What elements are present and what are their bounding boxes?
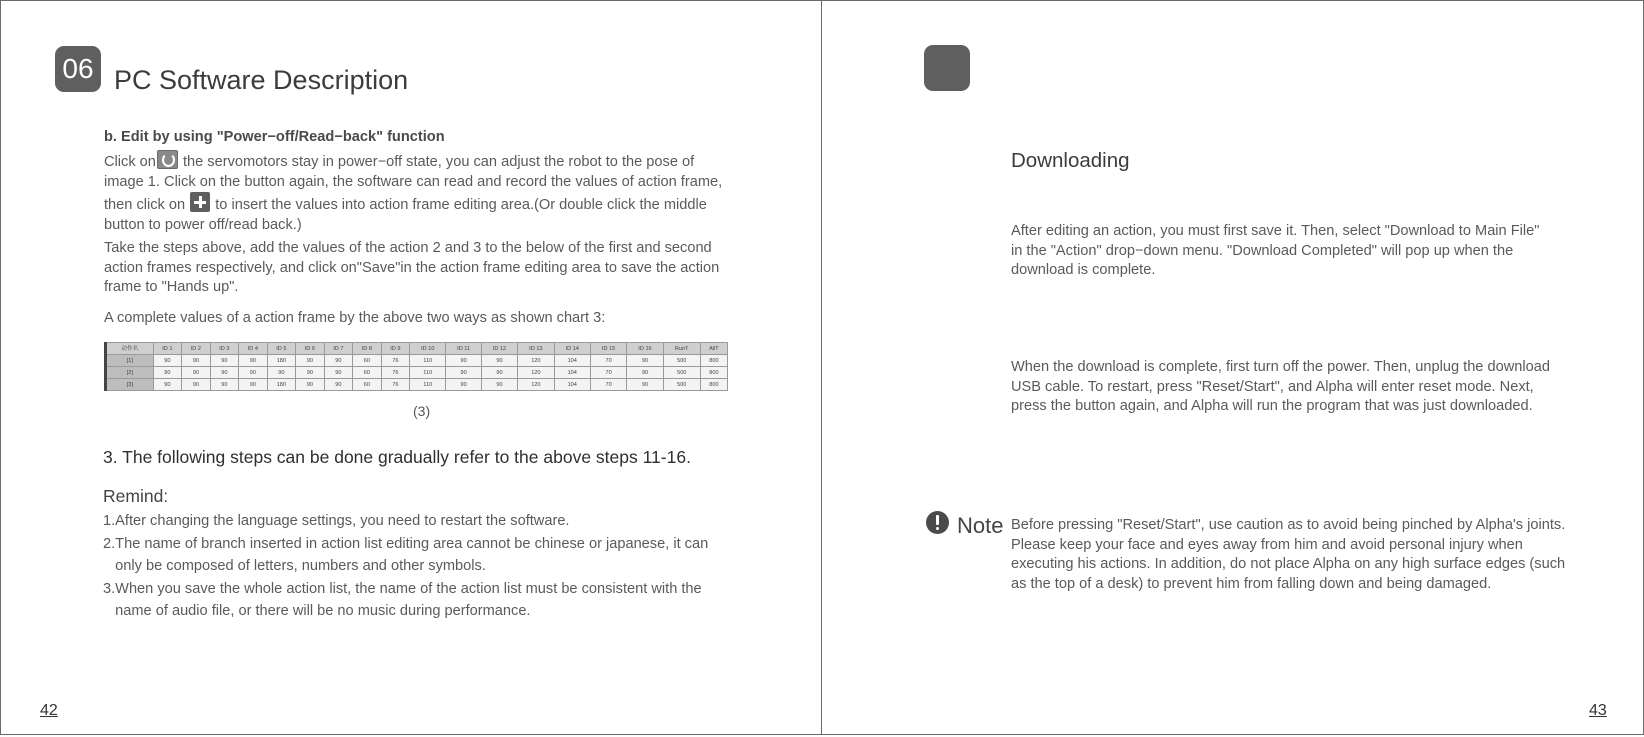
text-segment: then click on (104, 197, 190, 213)
paragraph-line: in the "Action" drop−down menu. "Download Completed" will pop up when the (1011, 242, 1514, 259)
table-cell: 90 (239, 379, 268, 391)
table-body (106, 355, 728, 391)
table-header-cell: ID 15 (590, 343, 626, 355)
table-header-cell: ID 8 (353, 343, 382, 355)
page-number-left: 42 (40, 702, 58, 719)
table-cell: 76 (381, 355, 410, 367)
table-header-cell: ID 10 (410, 343, 446, 355)
table-cell: 90 (210, 379, 239, 391)
table-header-cell: ID 7 (324, 343, 353, 355)
table-cell: 90 (153, 355, 182, 367)
table-cell: 90 (481, 379, 517, 391)
table-cell: 180 (267, 355, 296, 367)
action-frame-table (104, 342, 728, 391)
table-cell: 120 (518, 367, 554, 379)
paragraph-line: When the download is complete, first turn off the power. Then, unplug the download (1011, 359, 1550, 375)
download-paragraph-2 (1011, 358, 1550, 417)
page-number-right: 43 (1589, 702, 1607, 719)
chapter-badge-blank (924, 45, 970, 91)
table-header-cell: AllT (700, 343, 727, 355)
plus-icon (190, 192, 210, 212)
chapter-number: 06 (62, 53, 94, 84)
table-cell: 120 (518, 379, 554, 391)
table-cell: 90 (481, 355, 517, 367)
table-cell: 90 (210, 355, 239, 367)
table-cell: 90 (446, 355, 481, 367)
section-heading: b. Edit by using "Power−off/Read−back" function (104, 129, 445, 145)
table-cell: 70 (590, 379, 626, 391)
table-cell: 90 (296, 379, 325, 391)
table-cell: 500 (663, 367, 700, 379)
table-cell: 110 (410, 379, 446, 391)
download-paragraph-1 (1011, 222, 1539, 281)
paragraph-1-line-2: image 1. Click on the button again, the software can read and record the values of action frame, (104, 173, 723, 190)
paragraph-line: USB cable. To restart, press "Reset/Start", and Alpha will enter reset mode. Next, (1011, 378, 1534, 395)
row-header-cell: [3] (106, 379, 154, 391)
table-cell: 120 (518, 355, 554, 367)
table-cell: 90 (296, 367, 325, 379)
table-cell: 90 (324, 379, 353, 391)
table-cell: 90 (153, 379, 182, 391)
table-cell: 76 (381, 379, 410, 391)
table-cell: 76 (381, 367, 410, 379)
remind-line: 3.When you save the whole action list, the name of the action list must be consistent with the (103, 581, 702, 597)
table-cell: 90 (182, 379, 211, 391)
table-cell: 90 (153, 367, 182, 379)
table-row (106, 379, 728, 391)
table-cell: 90 (182, 367, 211, 379)
paragraph-2-line: Take the steps above, add the values of the action 2 and 3 to the below of the first and second (104, 240, 712, 256)
note-text (1011, 516, 1565, 594)
paragraph-1-line-1 (104, 150, 794, 173)
table-header-cell: RunT (663, 343, 700, 355)
paragraph-3: A complete values of a action frame by the above two ways as shown chart 3: (104, 310, 606, 326)
table-header-cell: ID 3 (210, 343, 239, 355)
power-off-icon (157, 150, 178, 169)
remind-heading: Remind: (103, 486, 169, 506)
paragraph-1-line-3 (104, 192, 794, 216)
text-segment: Click on (104, 154, 156, 170)
paragraph-line: download is complete. (1011, 262, 1156, 278)
table-header-cell: ID 12 (481, 343, 517, 355)
downloading-title: Downloading (1011, 149, 1130, 172)
table-cell: 90 (239, 355, 268, 367)
note-line: as the top of a desk) to prevent him from falling down and being damaged. (1011, 575, 1492, 592)
table-cell: 60 (353, 379, 382, 391)
paragraph-line: After editing an action, you must first save it. Then, select "Download to Main File" (1011, 223, 1540, 239)
table-cell: 110 (410, 355, 446, 367)
table-cell: 104 (554, 379, 590, 391)
table-cell: 110 (410, 367, 446, 379)
paragraph-line: press the button again, and Alpha will run the program that was just downloaded. (1011, 398, 1533, 414)
table-cell: 90 (446, 379, 481, 391)
table-cell: 500 (663, 379, 700, 391)
table-header-cell: ID 13 (518, 343, 554, 355)
exclamation-icon (926, 511, 949, 534)
paragraph-1 (104, 150, 794, 235)
table-cell: 800 (700, 379, 727, 391)
remind-line: only be composed of letters, numbers and other symbols. (103, 558, 486, 574)
table-cell: 90 (481, 367, 517, 379)
table-header-cell: 动作名 (106, 343, 154, 355)
table-cell: 90 (446, 367, 481, 379)
table-header-cell: ID 2 (182, 343, 211, 355)
table-cell: 90 (627, 367, 663, 379)
chapter-badge (55, 46, 101, 92)
paragraph-2 (104, 239, 804, 298)
row-header-cell: [2] (106, 367, 154, 379)
table-cell: 800 (700, 355, 727, 367)
step-text: 3. The following steps can be done gradually refer to the above steps 11-16. (103, 447, 691, 467)
remind-line: name of audio file, or there will be no music during performance. (103, 603, 531, 619)
note-line: executing his actions. In addition, do not place Alpha on any high surface edges (such (1011, 556, 1566, 572)
table-header-cell: ID 6 (296, 343, 325, 355)
table-cell: 90 (627, 355, 663, 367)
row-header-cell: [1] (106, 355, 154, 367)
table-header-cell: ID 1 (153, 343, 182, 355)
table-cell: 90 (239, 367, 268, 379)
table-header-cell: ID 4 (239, 343, 268, 355)
table-cell: 70 (590, 355, 626, 367)
table-cell: 70 (590, 367, 626, 379)
text-segment: to insert the values into action frame editing area.(Or double click the middle (211, 197, 707, 213)
table-cell: 104 (554, 355, 590, 367)
table-cell: 90 (627, 379, 663, 391)
table-row (106, 367, 728, 379)
table-header-cell: ID 9 (381, 343, 410, 355)
table-cell: 90 (324, 367, 353, 379)
table-header-row (106, 343, 728, 355)
table-cell: 90 (324, 355, 353, 367)
note-line: Please keep your face and eyes away from him and avoid personal injury when (1011, 536, 1523, 553)
paragraph-2-line: frame to "Hands up". (104, 279, 239, 295)
paragraph-2-line: action frames respectively, and click on"Save"in the action frame editing area to save the action (104, 259, 720, 276)
table-row (106, 355, 728, 367)
page-title: PC Software Description (114, 65, 409, 95)
table-cell: 60 (353, 367, 382, 379)
table-cell: 800 (700, 367, 727, 379)
remind-line: 1.After changing the language settings, you need to restart the software. (103, 513, 570, 529)
paragraph-1-line-4: button to power off/read back.) (104, 216, 302, 233)
table-header-cell: ID 11 (446, 343, 481, 355)
table-cell: 60 (353, 355, 382, 367)
table-cell: 90 (210, 367, 239, 379)
table-cell: 90 (267, 367, 296, 379)
table-header-cell: ID 5 (267, 343, 296, 355)
table-cell: 90 (296, 355, 325, 367)
remind-line: 2.The name of branch inserted in action list editing area cannot be chinese or japanese, it can (103, 536, 709, 552)
table-header-cell: ID 16 (627, 343, 663, 355)
table-cell: 104 (554, 367, 590, 379)
text-segment: the servomotors stay in power−off state, you can adjust the robot to the pose of (178, 154, 695, 170)
table-header-cell: ID 14 (554, 343, 590, 355)
note-line: Before pressing "Reset/Start", use caution as to avoid being pinched by Alpha's joints. (1011, 517, 1566, 533)
table-cell: 180 (267, 379, 296, 391)
table-caption: (3) (413, 403, 431, 419)
note-label: Note (957, 513, 1004, 538)
table-cell: 500 (663, 355, 700, 367)
table-cell: 90 (182, 355, 211, 367)
